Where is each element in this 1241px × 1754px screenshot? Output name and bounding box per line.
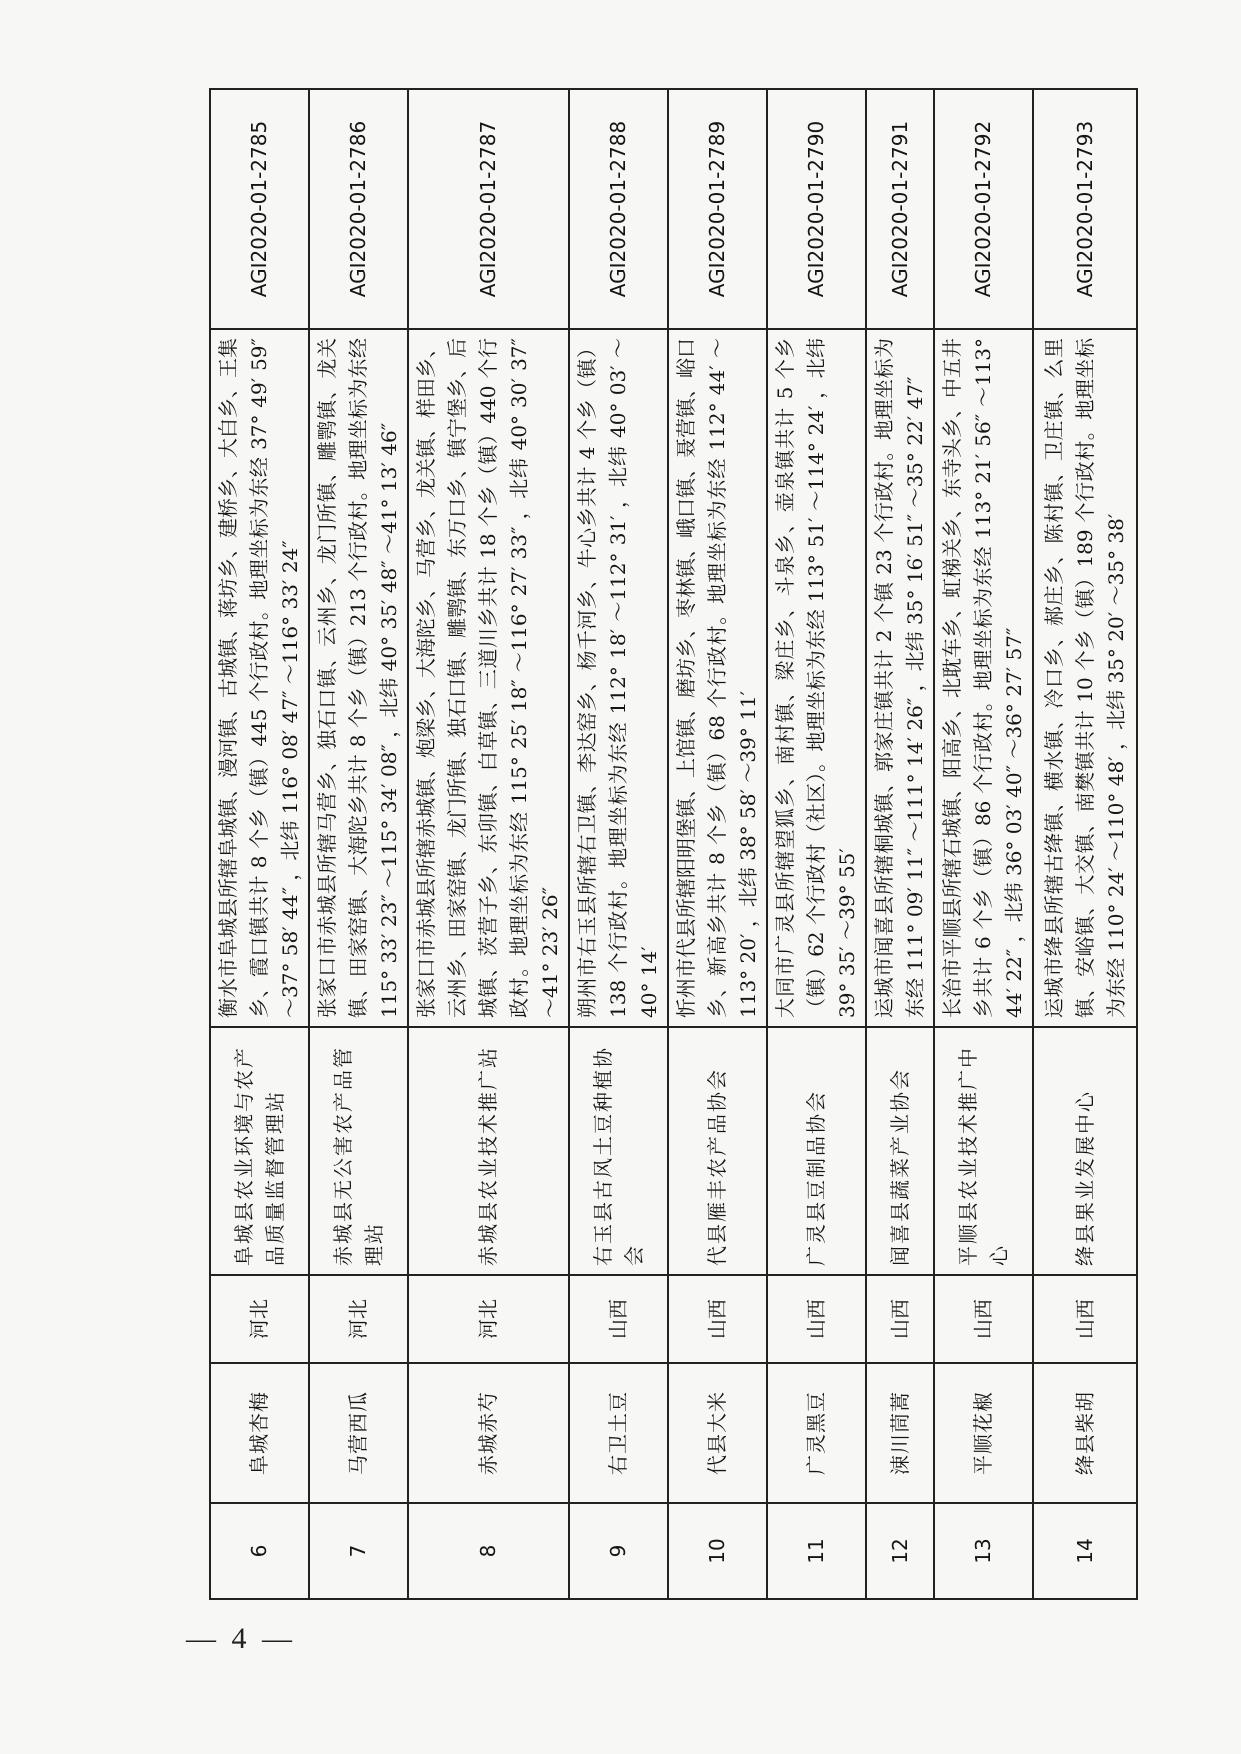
registration-code: AGI2020-01-2792 bbox=[934, 89, 1033, 329]
province: 山西 bbox=[866, 1275, 934, 1363]
protection-area: 朔州市右玉县所辖右卫镇、李达窑乡、杨千河乡、牛心乡共计 4 个乡（镇）138 个行政村。地理坐标为东经 112° 18′ ～112° 31′ ，北纬 40° 03′ ～40° 14′ bbox=[569, 329, 668, 1027]
table-row bbox=[1033, 89, 1137, 1599]
protection-area: 张家口市赤城县所辖马营乡、独石口镇、云州乡、龙门所镇、雕鹗镇、龙关镇、田家窑镇、大海陀乡共计 8 个乡（镇）213 个行政村。地理坐标为东经 115° 33′ 23″ ～115° 34′ 08″ ，北纬 40° 35′ 48″ ～41° 13′ 46″ bbox=[309, 329, 408, 1027]
table-row bbox=[309, 89, 408, 1599]
product-name: 涑川茼蒿 bbox=[866, 1363, 934, 1503]
province: 河北 bbox=[408, 1275, 569, 1363]
province: 山西 bbox=[767, 1275, 866, 1363]
registration-code: AGI2020-01-2788 bbox=[569, 89, 668, 329]
table-row bbox=[668, 89, 767, 1599]
registration-code: AGI2020-01-2787 bbox=[408, 89, 569, 329]
applicant-org: 赤城县无公害农产品管理站 bbox=[309, 1027, 408, 1275]
table-row bbox=[569, 89, 668, 1599]
registration-code: AGI2020-01-2790 bbox=[767, 89, 866, 329]
product-name: 平顺花椒 bbox=[934, 1363, 1033, 1503]
registration-code: AGI2020-01-2789 bbox=[668, 89, 767, 329]
registration-code: AGI2020-01-2791 bbox=[866, 89, 934, 329]
product-name: 赤城赤芍 bbox=[408, 1363, 569, 1503]
province: 山西 bbox=[934, 1275, 1033, 1363]
product-name: 右卫土豆 bbox=[569, 1363, 668, 1503]
protection-area: 张家口市赤城县所辖赤城镇、炮梁乡、大海陀乡、马营乡、龙关镇、样田乡、云州乡、田家窑镇、龙门所镇、独石口镇、雕鹗镇、东万口乡、镇宁堡乡、后城镇、茨营子乡、东卯镇、白草镇、三道川乡共计 18 个乡（镇）440 个行政村。地理坐标为东经 115° 25′ 18″ ～116° 27′ 33″ ，北纬 40° 30′ 37″ ～41° 23′ 26″ bbox=[408, 329, 569, 1027]
registration-code: AGI2020-01-2793 bbox=[1033, 89, 1137, 329]
province: 山西 bbox=[569, 1275, 668, 1363]
row-number: 11 bbox=[767, 1503, 866, 1599]
product-name: 阜城杏梅 bbox=[210, 1363, 309, 1503]
protection-area: 长治市平顺县所辖石城镇、阳高乡、北耽车乡、虹梯关乡、东寺头乡、中五井乡共计 6 个乡（镇）86 个行政村。地理坐标为东经 113° 21′ 56″ ～113° 44′ 22″ ，北纬 36° 03′ 40″ ～36° 27′ 57″ bbox=[934, 329, 1033, 1027]
rotated-table-container bbox=[209, 90, 1128, 1600]
registration-code: AGI2020-01-2785 bbox=[210, 89, 309, 329]
applicant-org: 赤城县农业技术推广站 bbox=[408, 1027, 569, 1275]
row-number: 6 bbox=[210, 1503, 309, 1599]
table-row bbox=[934, 89, 1033, 1599]
table-row bbox=[866, 89, 934, 1599]
row-number: 12 bbox=[866, 1503, 934, 1599]
applicant-org: 阜城县农业环境与农产品质量监督管理站 bbox=[210, 1027, 309, 1275]
registration-code: AGI2020-01-2786 bbox=[309, 89, 408, 329]
applicant-org: 广灵县豆制品协会 bbox=[767, 1027, 866, 1275]
applicant-org: 绛县果业发展中心 bbox=[1033, 1027, 1137, 1275]
product-name: 马营西瓜 bbox=[309, 1363, 408, 1503]
row-number: 14 bbox=[1033, 1503, 1137, 1599]
product-name: 代县大米 bbox=[668, 1363, 767, 1503]
protection-area: 衡水市阜城县所辖阜城镇、漫河镇、古城镇、蒋坊乡、建桥乡、大白乡、王集乡、霞口镇共计 8 个乡（镇）445 个行政村。地理坐标为东经 37° 49′ 59″ ～37° 58′ 44″ ，北纬 116° 08′ 47″ ～116° 33′ 24″ bbox=[210, 329, 309, 1027]
applicant-org: 平顺县农业技术推广中心 bbox=[934, 1027, 1033, 1275]
product-name: 绛县柴胡 bbox=[1033, 1363, 1137, 1503]
page-number: — 4 — bbox=[186, 1622, 296, 1655]
row-number: 13 bbox=[934, 1503, 1033, 1599]
row-number: 7 bbox=[309, 1503, 408, 1599]
row-number: 8 bbox=[408, 1503, 569, 1599]
product-name: 广灵黑豆 bbox=[767, 1363, 866, 1503]
registration-table bbox=[209, 88, 1138, 1600]
applicant-org: 代县雁丰农产品协会 bbox=[668, 1027, 767, 1275]
province: 山西 bbox=[668, 1275, 767, 1363]
table-row bbox=[210, 89, 309, 1599]
protection-area: 大同市广灵县所辖望狐乡、南村镇、梁庄乡、斗泉乡、壶泉镇共计 5 个乡（镇）62 个行政村（社区）。地理坐标为东经 113° 51′ ～114° 24′ ，北纬 39° 35′ ～39° 55′ bbox=[767, 329, 866, 1027]
table-row bbox=[767, 89, 866, 1599]
province: 河北 bbox=[210, 1275, 309, 1363]
applicant-org: 闻喜县蔬菜产业协会 bbox=[866, 1027, 934, 1275]
protection-area: 运城市闻喜县所辖桐城镇、郭家庄镇共计 2 个镇 23 个行政村。地理坐标为东经 111° 09′ 11″ ～111° 14′ 26″ ，北纬 35° 16′ 51″ ～35° 22′ 47″ bbox=[866, 329, 934, 1027]
protection-area: 忻州市代县所辖阳明堡镇、上馆镇、磨坊乡、枣林镇、峨口镇、聂营镇、峪口乡、新高乡共计 8 个乡（镇）68 个行政村。地理坐标为东经 112° 44′ ～113° 20′ ，北纬 38° 58′ ～39° 11′ bbox=[668, 329, 767, 1027]
applicant-org: 右玉县古风土豆种植协会 bbox=[569, 1027, 668, 1275]
province: 山西 bbox=[1033, 1275, 1137, 1363]
row-number: 9 bbox=[569, 1503, 668, 1599]
table-row bbox=[408, 89, 569, 1599]
row-number: 10 bbox=[668, 1503, 767, 1599]
protection-area: 运城市绛县所辖古绛镇、横水镇、冷口乡、郝庄乡、陈村镇、卫庄镇、么里镇、安峪镇、大交镇、南樊镇共计 10 个乡（镇）189 个行政村。地理坐标为东经 110° 24′ ～110° 48′ ，北纬 35° 20′ ～35° 38′ bbox=[1033, 329, 1137, 1027]
province: 河北 bbox=[309, 1275, 408, 1363]
